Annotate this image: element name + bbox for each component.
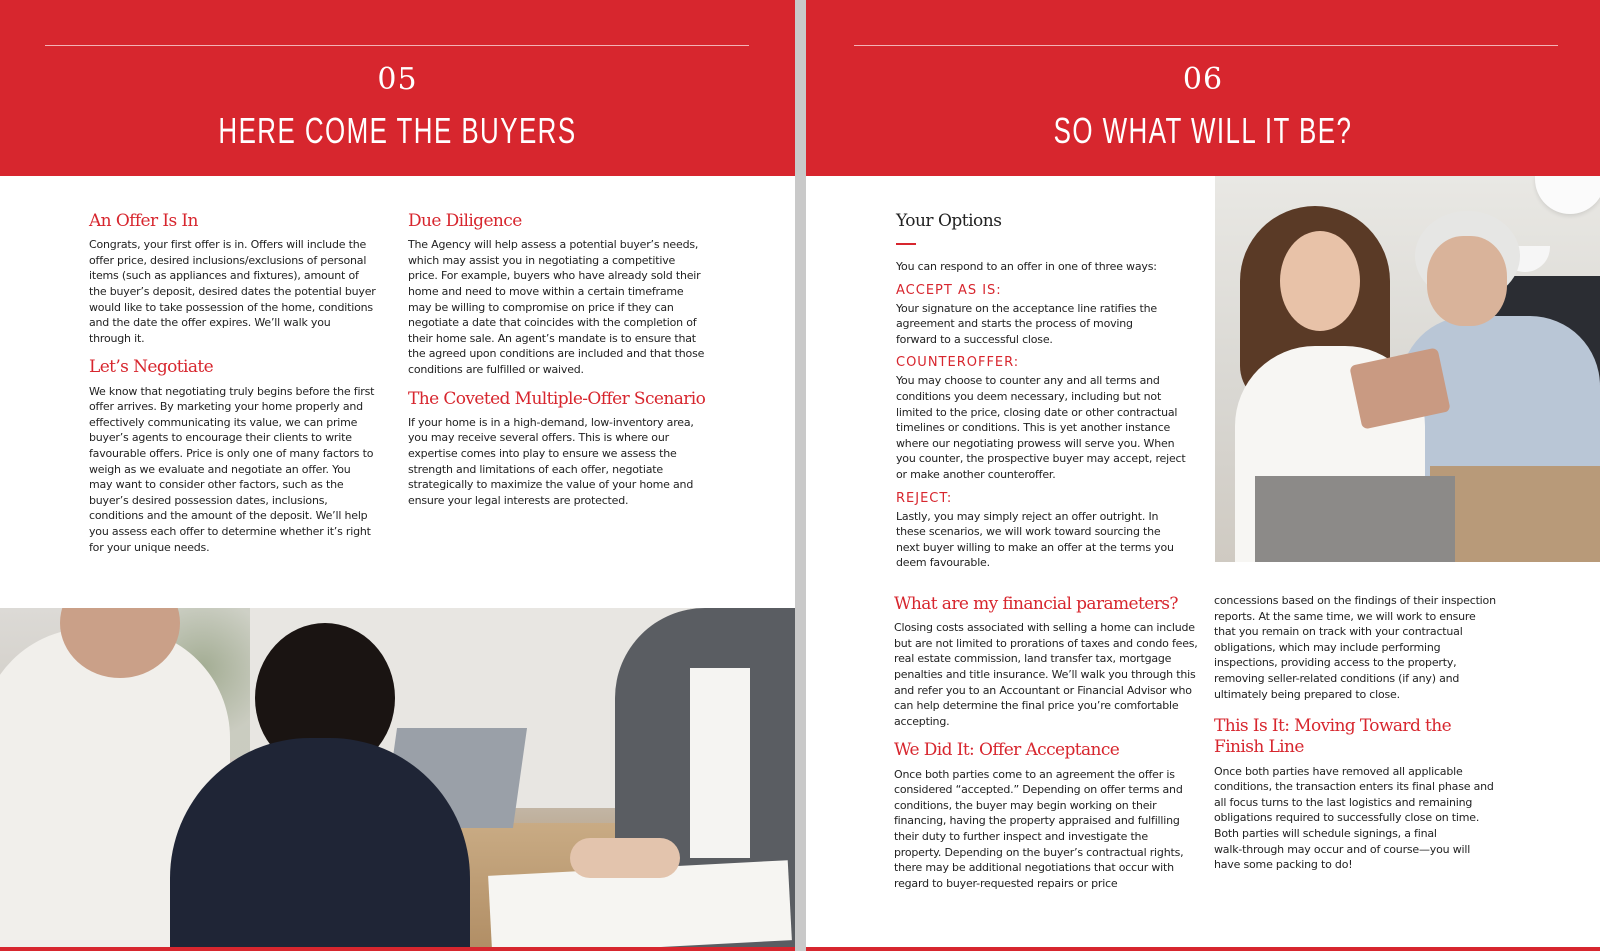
text-line: Once both parties have removed all applicable bbox=[1214, 764, 1463, 778]
text-line: and refer you to an Accountant or Financial Advisor who bbox=[894, 683, 1192, 697]
text-line: The Agency will help assess a potential buyer’s needs, bbox=[408, 238, 699, 252]
text-line: that you remain on track with your contractual bbox=[1214, 625, 1463, 639]
text-line: ensure your legal interests are protected. bbox=[408, 493, 629, 507]
text-line: strategically to maximize the value of your home and bbox=[408, 478, 694, 492]
text-line: penalties and title insurance. We’ll walk you through this bbox=[894, 668, 1196, 682]
text-line: strength and limitations of each offer, negotiate bbox=[408, 462, 663, 476]
text-line: Finish Line bbox=[1214, 737, 1304, 758]
text-line: which may assist you in negotiating a competitive bbox=[408, 253, 676, 267]
text-line: deem favourable. bbox=[896, 556, 990, 570]
text-line: Closing costs associated with selling a home can include bbox=[894, 621, 1195, 635]
text-line: the buyer’s deposit, desired dates the potential buyer bbox=[89, 285, 376, 299]
text-line: timelines or conditions. This is yet another instance bbox=[896, 421, 1171, 435]
section-offer-acceptance bbox=[894, 740, 1199, 891]
text-line: the agreed upon conditions are included and that those bbox=[408, 347, 705, 361]
page-number: 05 bbox=[377, 62, 418, 97]
section-heading: Let’s Negotiate bbox=[89, 357, 214, 378]
option-label: ACCEPT AS IS: bbox=[896, 282, 1002, 298]
text-line: This Is It: Moving Toward the bbox=[1214, 716, 1452, 737]
text-line: where our negotiating prowess will serve you. When bbox=[896, 436, 1175, 450]
accent-underline bbox=[896, 243, 916, 245]
section-negotiate bbox=[89, 357, 389, 555]
text-line: inspections, providing access to the property, bbox=[1214, 656, 1457, 670]
text-line: You may choose to counter any and all terms and bbox=[896, 374, 1160, 388]
section-body bbox=[408, 415, 718, 509]
page-06-lower-left-column bbox=[894, 594, 1199, 902]
tablet-photo bbox=[1215, 176, 1600, 562]
page-number: 06 bbox=[1182, 62, 1224, 97]
text-line: Your signature on the acceptance line ratifies the bbox=[896, 301, 1157, 315]
text-line: property. Depending on the buyer’s contractual rights, bbox=[894, 845, 1184, 859]
text-line: Once both parties come to an agreement the offer is bbox=[894, 767, 1175, 781]
section-heading bbox=[1214, 716, 1514, 759]
text-line: accepting. bbox=[894, 714, 950, 728]
text-line: buyer’s desired possession dates, inclusions, bbox=[89, 493, 328, 507]
section-heading: An Offer Is In bbox=[89, 211, 198, 231]
section-financial-parameters bbox=[894, 594, 1199, 729]
page-title: SO WHAT WILL IT BE? bbox=[1053, 110, 1353, 151]
text-line: regard to buyer-requested repairs or price bbox=[894, 876, 1118, 890]
option-accept bbox=[896, 283, 1196, 348]
section-body bbox=[894, 620, 1199, 729]
text-line: reports. At the same time, we will work to ensure bbox=[1214, 609, 1476, 623]
text-line: all focus turns to the last logistics and remaining bbox=[1214, 795, 1473, 809]
text-line: through it. bbox=[89, 331, 145, 345]
section-multiple-offer bbox=[408, 389, 718, 509]
text-line: walk-through may occur and of course—you will bbox=[1214, 842, 1471, 856]
page-06-lower-right-column bbox=[1214, 593, 1514, 884]
text-line: next buyer willing to make an offer at the terms you bbox=[896, 540, 1174, 554]
page-05 bbox=[0, 0, 795, 951]
text-line: considered “accepted.” Depending on offer terms and bbox=[894, 783, 1183, 797]
text-line: effectively communicating its value, we can prime bbox=[89, 415, 358, 429]
text-line: price. For example, buyers who have already sold their bbox=[408, 269, 701, 283]
section-offer-in bbox=[89, 211, 389, 346]
text-line: conditions and the amount of the deposit. We’ll help bbox=[89, 509, 368, 523]
text-line: conditions, the buyer may begin working on their bbox=[894, 798, 1157, 812]
text-line: We know that negotiating truly begins before the first bbox=[89, 384, 375, 398]
text-line: may be willing to compromise on price if they can bbox=[408, 300, 674, 314]
text-line: you assess each offer to determine whether it’s right bbox=[89, 525, 371, 538]
page-05-right-column bbox=[408, 211, 718, 519]
text-line: offer arrives. By marketing your home properly and bbox=[89, 400, 363, 414]
banner-rule bbox=[45, 45, 749, 46]
text-line: obligations, which may include performing bbox=[1214, 640, 1441, 654]
text-line: expertise comes into play to ensure we assess the bbox=[408, 447, 677, 461]
text-line: Congrats, your first offer is in. Offers will include the bbox=[89, 238, 367, 252]
text-line: removing seller-related conditions (if any) and bbox=[1214, 671, 1460, 685]
option-body bbox=[896, 301, 1196, 348]
text-line: agreement and starts the process of moving bbox=[896, 317, 1133, 331]
section-body bbox=[89, 384, 389, 556]
page-05-left-column bbox=[89, 211, 389, 566]
option-reject bbox=[896, 491, 1196, 571]
text-line: financing, having the property appraised and fulfilling bbox=[894, 814, 1180, 828]
options-column bbox=[896, 211, 1196, 571]
section-body bbox=[408, 237, 718, 377]
section-body bbox=[1214, 593, 1514, 702]
section-heading: What are my financial parameters? bbox=[894, 594, 1178, 614]
text-line: offer price, desired inclusions/exclusions of personal bbox=[89, 253, 367, 267]
text-line: conditions you deem necessary, including but not bbox=[896, 389, 1162, 403]
section-heading: We Did It: Offer Acceptance bbox=[894, 740, 1120, 761]
text-line: concessions based on the findings of their inspection bbox=[1214, 594, 1496, 607]
text-line: can help determine the final price you’re comfortable bbox=[894, 699, 1179, 713]
text-line: conditions, the transaction enters its final phase and bbox=[1214, 780, 1494, 794]
section-body bbox=[1214, 764, 1514, 873]
text-line: or make another counteroffer. bbox=[896, 467, 1056, 481]
text-line: may want to consider other factors, such as the bbox=[89, 478, 344, 492]
option-label: COUNTEROFFER: bbox=[896, 355, 1020, 371]
text-line: obligations required to successfully close on time. bbox=[1214, 811, 1480, 825]
section-continuation bbox=[1214, 593, 1514, 702]
text-line: negotiate a date that coincides with the completion of bbox=[408, 316, 697, 330]
text-line: items (such as appliances and fixtures), amount of bbox=[89, 269, 359, 283]
text-line: real estate commission, land transfer tax, mortgage bbox=[894, 652, 1172, 666]
text-line: their home sale. An agent’s mandate is to ensure that bbox=[408, 331, 696, 345]
page-title: HERE COME THE BUYERS bbox=[218, 110, 577, 151]
text-line: and the date the offer expires. We’ll walk you bbox=[89, 316, 331, 330]
text-line: would like to take possession of the home, conditions bbox=[89, 300, 373, 314]
text-line: you may receive several offers. This is where our bbox=[408, 431, 669, 445]
text-line: limited to the price, closing date or other contractual bbox=[896, 405, 1178, 419]
page-05-banner bbox=[0, 0, 795, 176]
section-heading: The Coveted Multiple-Offer Scenario bbox=[408, 388, 706, 409]
option-label: REJECT: bbox=[896, 490, 953, 506]
text-line: buyer’s agents to encourage their clients to write bbox=[89, 431, 352, 445]
text-line: forward to a successful close. bbox=[896, 332, 1053, 346]
text-line: have some packing to do! bbox=[1214, 858, 1353, 872]
option-counteroffer bbox=[896, 355, 1196, 482]
text-line: you counter, the prospective buyer may accept, reject bbox=[896, 452, 1186, 466]
text-line: Lastly, you may simply reject an offer outright. In bbox=[896, 509, 1159, 523]
meeting-photo bbox=[0, 608, 795, 951]
text-line: weigh as we evaluate and negotiate an offer. You bbox=[89, 462, 351, 476]
options-intro: You can respond to an offer in one of three ways: bbox=[896, 260, 1157, 273]
section-due-diligence bbox=[408, 211, 718, 378]
text-line: but are not limited to prorations of taxes and condo fees, bbox=[894, 636, 1198, 650]
text-line: their duty to further inspect and investigate the bbox=[894, 830, 1148, 844]
section-finish-line bbox=[1214, 716, 1514, 873]
text-line: Both parties will schedule signings, a final bbox=[1214, 827, 1437, 841]
bottom-accent-bar bbox=[806, 947, 1600, 951]
section-heading: Due Diligence bbox=[408, 211, 522, 231]
text-line: these scenarios, we will work toward sourcing the bbox=[896, 525, 1161, 539]
text-line: home and need to move within a certain timeframe bbox=[408, 285, 684, 299]
banner-rule bbox=[854, 45, 1558, 46]
text-line: ultimately being prepared to close. bbox=[1214, 687, 1400, 701]
text-line: conditions are fulfilled or waived. bbox=[408, 363, 584, 376]
section-body bbox=[894, 767, 1199, 892]
option-body bbox=[896, 373, 1196, 482]
section-body bbox=[89, 237, 389, 346]
text-line: favourable offers. Price is only one of many factors to bbox=[89, 447, 374, 461]
page-06-banner bbox=[806, 0, 1600, 176]
text-line: there may be additional negotiations that occur with bbox=[894, 861, 1174, 875]
text-line: for your unique needs. bbox=[89, 540, 210, 554]
bottom-accent-bar bbox=[0, 947, 795, 951]
options-heading: Your Options bbox=[896, 211, 1002, 231]
option-body bbox=[896, 509, 1196, 571]
text-line: If your home is in a high-demand, low-inventory area, bbox=[408, 415, 694, 429]
page-06 bbox=[806, 0, 1600, 951]
